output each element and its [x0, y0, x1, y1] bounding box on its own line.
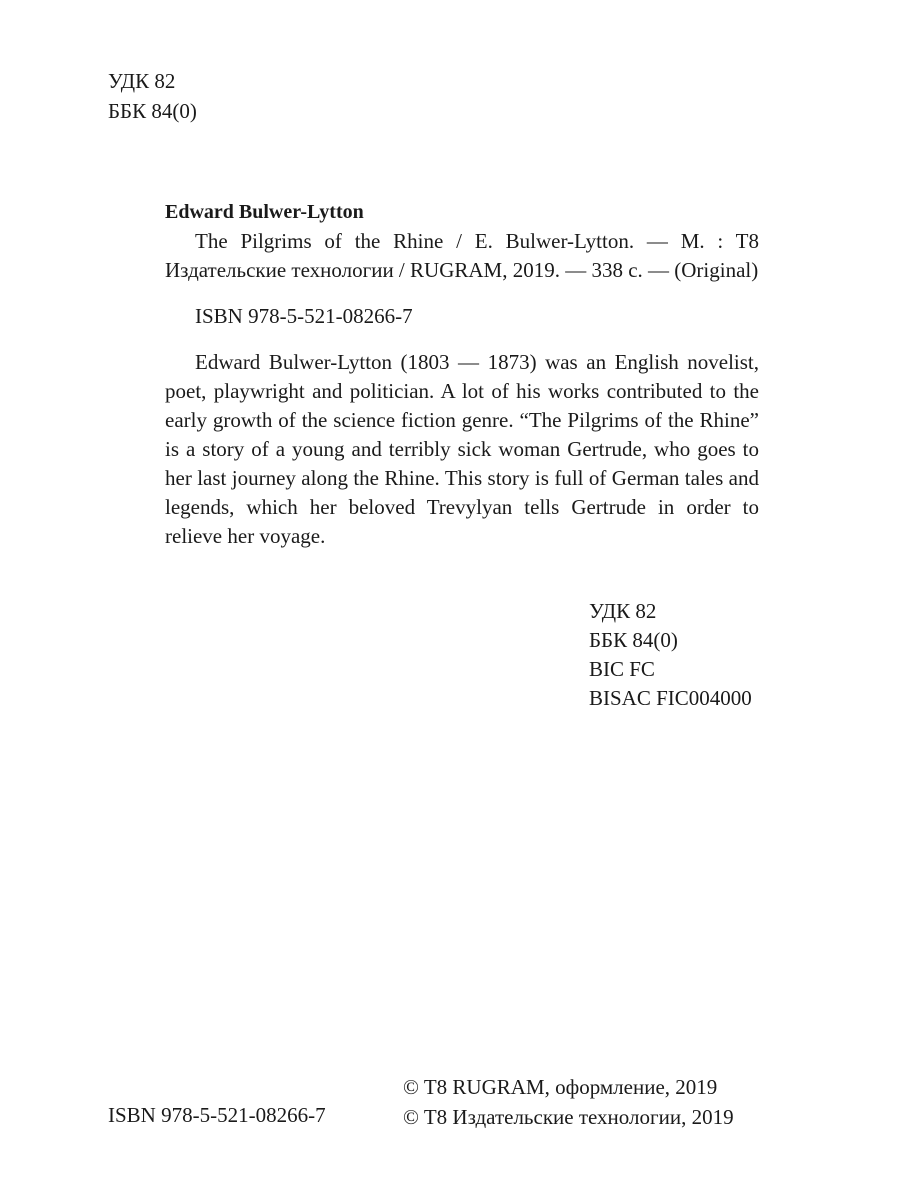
- author-heading: Edward Bulwer-Lytton: [165, 201, 364, 223]
- copyright-publisher: © T8 Издательские технологии, 2019: [403, 1105, 734, 1129]
- classification-right: [589, 597, 752, 713]
- footer-isbn: ISBN 978-5-521-08266-7: [108, 1103, 326, 1127]
- udk-code: УДК 82: [108, 69, 176, 93]
- catalog-record: [165, 198, 759, 551]
- classification-top: [108, 66, 197, 126]
- bic-code: BIC FC: [589, 657, 655, 681]
- udk-code: УДК 82: [589, 599, 657, 623]
- copyright-design: © T8 RUGRAM, оформление, 2019: [403, 1075, 718, 1099]
- record-isbn: ISBN 978-5-521-08266-7: [195, 304, 413, 328]
- bbk-code: ББК 84(0): [108, 99, 197, 123]
- bisac-code: BISAC FIC004000: [589, 686, 752, 710]
- bibliographic-description: The Pilgrims of the Rhine / E. Bulwer-Lytton. — M. : T8 Издательские технологии / RUGRAM, 2019. — 338 с. — (Original): [165, 229, 759, 282]
- copyright-block: [403, 1072, 734, 1132]
- annotation: Edward Bulwer-Lytton (1803 — 1873) was an English novelist, poet, playwright and politician. A lot of his works contributed to the early growth of the science fiction genre. “The Pilgrims of the Rhine” is a story of a young and terribly sick woman Gertrude, who goes to her last journey along the Rhine. This story is full of German tales and legends, which her beloved Trevylyan tells Gertrude in order to relieve her voyage.: [165, 350, 759, 548]
- bbk-code: ББК 84(0): [589, 628, 678, 652]
